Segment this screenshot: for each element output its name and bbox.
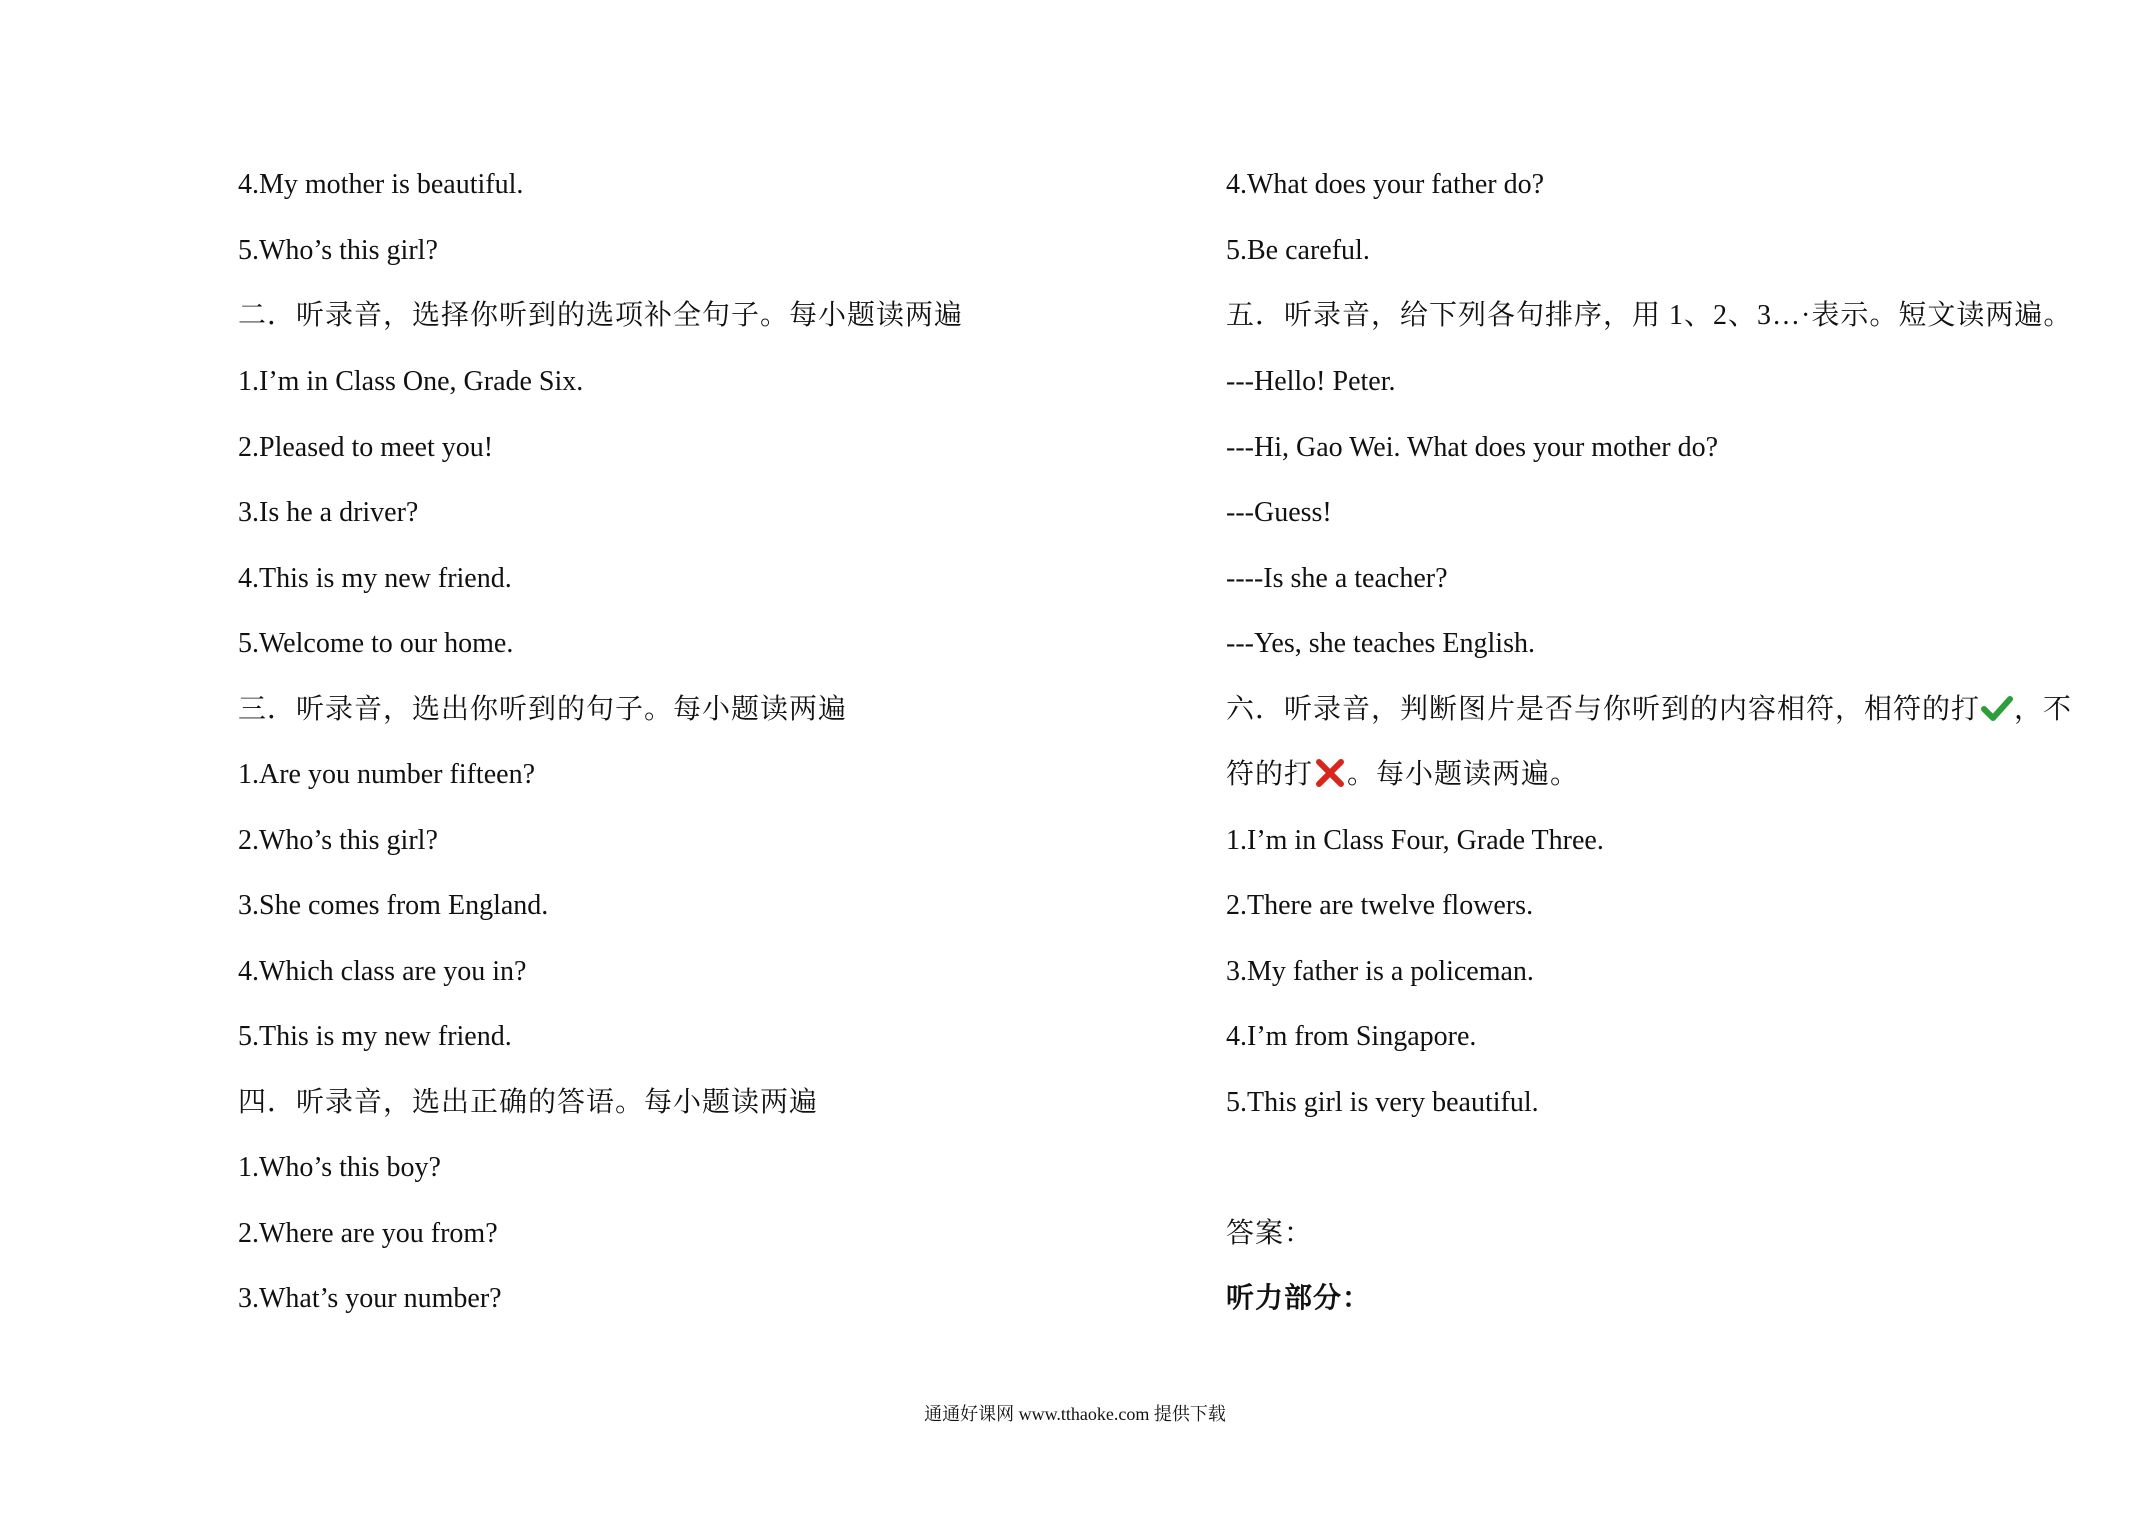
left-line-14: 5.This is my new friend. (238, 1021, 512, 1052)
dialogue-line-2: ---Hi, Gao Wei. What does your mother do? (1226, 432, 1719, 463)
left-line-12: 3.She comes from England. (238, 890, 549, 921)
section-six-item-3: 3.My father is a policeman. (1226, 956, 1534, 987)
section-six-heading-line2 (1226, 755, 1579, 795)
section-six-text-4: 。每小题读两遍。 (1347, 759, 1580, 790)
left-line-16: 1.Who’s this boy? (238, 1152, 441, 1183)
cross-mark-icon (1314, 757, 1346, 789)
section-six-item-2: 2.There are twelve flowers. (1226, 890, 1534, 921)
left-line-10: 1.Are you number fifteen? (238, 759, 535, 790)
left-line-6: 3.Is he a driver? (238, 497, 419, 528)
left-line-4: 1.I’m in Class One, Grade Six. (238, 366, 584, 397)
dialogue-line-3: ---Guess! (1226, 497, 1332, 528)
section-six-item-4: 4.I’m from Singapore. (1226, 1021, 1477, 1052)
left-line-11: 2.Who’s this girl? (238, 825, 438, 856)
section-six-text-2: ，不 (2014, 694, 2073, 725)
right-line-1: 4.What does your father do? (1226, 169, 1544, 200)
left-line-1: 4.My mother is beautiful. (238, 169, 524, 200)
left-line-17: 2.Where are you from? (238, 1218, 498, 1249)
left-line-5: 2.Pleased to meet you! (238, 432, 494, 463)
dialogue-line-1: ---Hello! Peter. (1226, 366, 1396, 397)
left-line-18: 3.What’s your number? (238, 1283, 502, 1314)
left-line-8: 5.Welcome to our home. (238, 628, 514, 659)
section-four-heading: 四．听录音，选出正确的答语。每小题读两遍 (238, 1087, 819, 1118)
section-six-item-1: 1.I’m in Class Four, Grade Three. (1226, 825, 1604, 856)
left-line-7: 4.This is my new friend. (238, 563, 512, 594)
section-six-text-1: 六．听录音，判断图片是否与你听到的内容相符，相符的打 (1226, 694, 1981, 725)
left-line-13: 4.Which class are you in? (238, 956, 527, 987)
answers-label: 答案： (1226, 1218, 1314, 1249)
section-two-heading: 二．听录音，选择你听到的选项补全句子。每小题读两遍 (238, 300, 964, 331)
section-six-item-5: 5.This girl is very beautiful. (1226, 1087, 1539, 1118)
listening-section-label: 听力部分： (1226, 1283, 1372, 1314)
left-line-2: 5.Who’s this girl? (238, 235, 438, 266)
dialogue-line-4: ----Is she a teacher? (1226, 563, 1448, 594)
dialogue-line-5: ---Yes, she teaches English. (1226, 628, 1535, 659)
right-line-2: 5.Be careful. (1226, 235, 1370, 266)
section-six-text-3: 符的打 (1226, 759, 1314, 790)
check-mark-icon (1981, 692, 2013, 724)
section-three-heading: 三．听录音，选出你听到的句子。每小题读两遍 (238, 694, 848, 725)
section-six-heading-line1 (1226, 690, 2072, 730)
section-five-heading: 五．听录音，给下列各句排序，用 1、2、3…·表示。短文读两遍。 (1226, 300, 2073, 331)
footer-source-note: 通通好课网 www.tthaoke.com 提供下载 (924, 1404, 1226, 1424)
